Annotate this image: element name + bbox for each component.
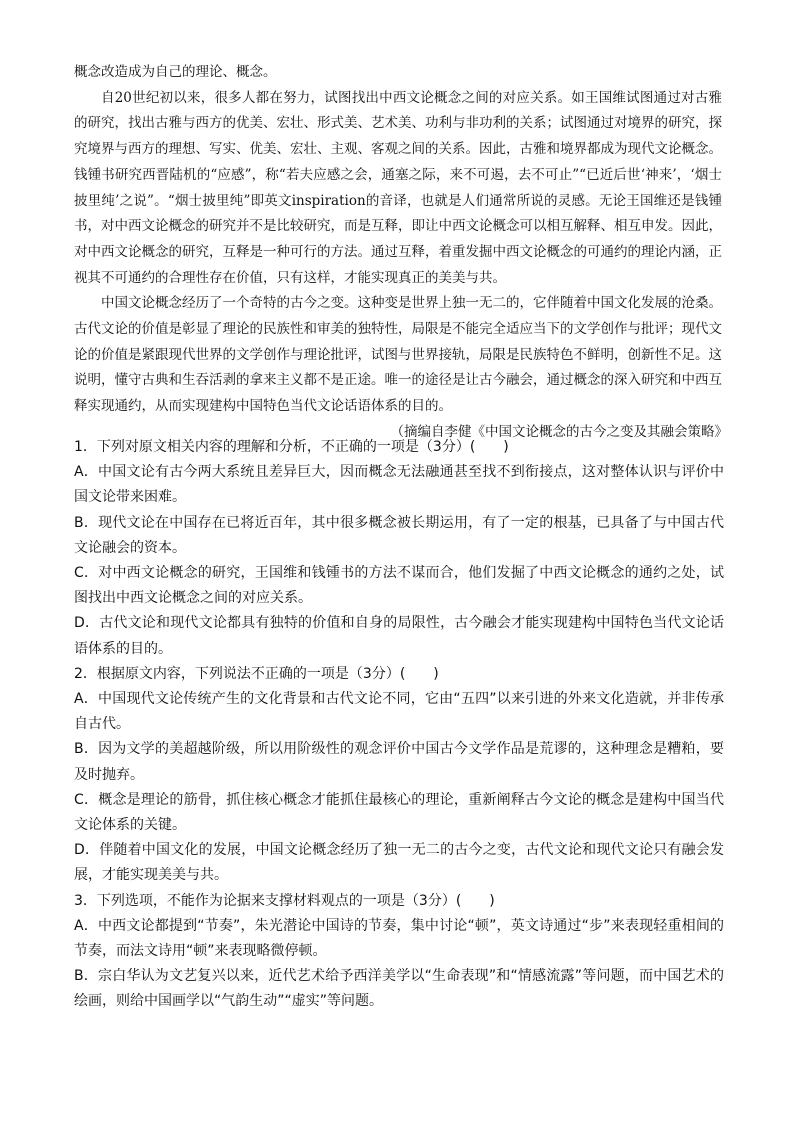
question-2-option-a: A．中国现代文论传统产生的文化背景和古代文论不同，它由“五四”以来引进的外来文化造就，并非传承自古代。 <box>74 691 724 733</box>
question-1-option-c: C．对中西文论概念的研究，王国维和钱锺书的方法不谋而合，他们发掘了中西文论概念的通约之处，试图找出中西文论概念之间的对应关系。 <box>74 565 724 607</box>
question-2-option-d: D．伴随着中国文化的发展，中国文论概念经历了独一无二的古今之变，古代文论和现代文论只有融会发展，才能实现美美与共。 <box>74 842 724 884</box>
passage-paragraph-0: 概念改造成为自己的理论、概念。 <box>74 64 277 80</box>
reading-passage <box>74 60 728 446</box>
passage-source: （摘编自李健《中国文论概念的古今之变及其融会策略》 <box>390 423 728 440</box>
question-2-option-c: C．概念是理论的筋骨，抓住核心概念才能抓住最核心的理论，重新阐释古今文论的概念是建构中国当代文论体系的关键。 <box>74 791 724 834</box>
question-1 <box>74 435 724 662</box>
question-2-option-b: B．因为文学的美超越阶级，所以用阶级性的观念评价中国古今文学作品是荒谬的，这种理念是糟粕，要及时抛弃。 <box>74 741 724 783</box>
question-3-option-b: B．宗白华认为文艺复兴以来，近代艺术给予西洋美学以“生命表现”和“情感流露”等问题，而中国艺术的绘画，则给中国画学以“气韵生动”“虚实”等问题。 <box>74 968 724 1010</box>
question-1-option-d: D．古代文论和现代文论都具有独特的价值和自身的局限性，古今融会才能实现建构中国特色当代文论话语体系的目的。 <box>74 615 724 657</box>
question-1-option-b: B．现代文论在中国存在已将近百年，其中很多概念被长期运用，有了一定的根基，已具备了与中国古代文论融会的资本。 <box>74 514 724 556</box>
question-1-option-a: A．中国文论有古今两大系统且差异巨大，因而概念无法融通甚至找不到衔接点，这对整体认识与评价中国文论带来困难。 <box>74 464 724 506</box>
question-3 <box>74 889 724 1015</box>
passage-paragraph-2: 中国文论概念经历了一个奇特的古今之变。这种变是世界上独一无二的，它伴随着中国文化发展的沧桑。古代文论的价值是彰显了理论的民族性和审美的独特性，局限是不能完全适应当下的文学创作与批评；现代文论的价值是紧跟现代世界的文学创作与理论批评，试图与世界接轨，局限是民族特色不鲜明，创新性不足。这说明，懂守古典和生吞活剥的拿来主义都不是正途。唯一的途径是让古今融会，通过概念的深入研究和中西互释实现通约，从而实现建构中国特色当代文论话语体系的目的。 <box>74 295 722 415</box>
question-3-option-a: A．中西文论都提到“节奏”，朱光潜论中国诗的节奏，集中讨论“顿”，英文诗通过“步”来表现轻重相间的节奏，而法文诗用“顿”来表现略微停顿。 <box>74 917 724 960</box>
passage-paragraph-1: 自20世纪初以来，很多人都在努力，试图找出中西文论概念之间的对应关系。如王国维试图通过对古雅的研究，找出古雅与西方的优美、宏壮、形式美、艺术美、功利与非功利的关系；试图通过对境界的研究，探究境界与西方的理想、写实、优美、宏壮、主观、客观之间的关系。因此，古雅和境界都成为现代文论概念。钱锺书研究西晋陆机的“应感”，称“若夫应感之会，通塞之际，来不可遏，去不可止”“已近后世‘神来’，‘烟士披里纯’之说”。“烟士披里纯”即英文inspiration的音译，也就是人们通常所说的灵感。无论王国维还是钱锺书，对中西文论概念的研究并不是比较研究，而是互释，即让中西文论概念可以相互解释、相互申发。因此，对中西文论概念的研究，互释是一种可行的方法。通过互释，着重发掘中西文论概念的可通约的理论内涵，正视其不可通约的合理性存在价值，只有这样，才能实现真正的美美与共。 <box>74 89 722 286</box>
question-1-stem: 1．下列对原文相关内容的理解和分析，不正确的一项是（3分）( ) <box>74 439 509 455</box>
question-section <box>74 435 724 1015</box>
question-3-stem: 3．下列选项，不能作为论据来支撑材料观点的一项是（3分）( ) <box>74 892 495 909</box>
question-2 <box>74 662 724 889</box>
question-2-stem: 2．根据原文内容，下列说法不正确的一项是（3分）( ) <box>74 665 439 682</box>
